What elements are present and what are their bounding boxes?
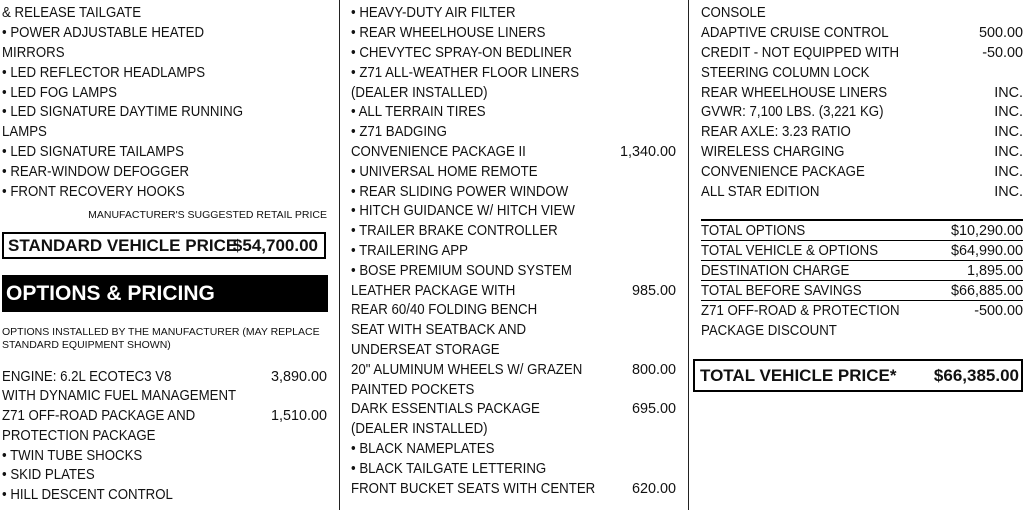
option-line: CONSOLE: [701, 5, 766, 21]
option-line: • UNIVERSAL HOME REMOTE: [351, 164, 538, 180]
option-price: INC.: [994, 164, 1023, 180]
option-line: SEAT WITH SEATBACK AND: [351, 322, 527, 338]
option-line: ALL STAR EDITION: [701, 184, 820, 200]
option-line: • Z71 ALL-WEATHER FLOOR LINERS: [351, 65, 580, 81]
option-line: • BOSE PREMIUM SOUND SYSTEM: [351, 263, 572, 279]
feature-line: • LED REFLECTOR HEADLAMPS: [2, 65, 206, 81]
option-line: • REAR SLIDING POWER WINDOW: [351, 184, 569, 200]
option-line: • Z71 BADGING: [351, 124, 447, 140]
option-price: 3,890.00: [270, 369, 327, 385]
option-line: (DEALER INSTALLED): [351, 421, 488, 437]
option-line: PAINTED POCKETS: [351, 382, 475, 398]
option-price: 1,510.00: [270, 408, 327, 424]
msrp-label: MANUFACTURER'S SUGGESTED RETAIL PRICE: [88, 209, 327, 221]
option-line: WIRELESS CHARGING: [701, 144, 845, 160]
column-options: [351, 0, 676, 510]
option-line: • ALL TERRAIN TIRES: [351, 104, 486, 120]
totals-line: TOTAL BEFORE SAVINGS: [701, 283, 862, 299]
feature-line: • LED FOG LAMPS: [2, 85, 117, 101]
option-line: REAR 60/40 FOLDING BENCH: [351, 302, 538, 318]
option-price: 800.00: [631, 362, 676, 378]
feature-line: LAMPS: [2, 124, 47, 140]
option-line: • TRAILERING APP: [351, 243, 468, 259]
total-vehicle-price-box: [693, 359, 1023, 392]
totals-line: DESTINATION CHARGE: [701, 263, 850, 279]
option-price: 1,340.00: [619, 144, 676, 160]
totals-price: -500.00: [974, 303, 1023, 319]
option-line: • TWIN TUBE SHOCKS: [2, 448, 143, 464]
standard-vehicle-price-box: [2, 232, 326, 259]
option-line: • TRAILER BRAKE CONTROLLER: [351, 223, 558, 239]
option-line: • CHEVYTEC SPRAY-ON BEDLINER: [351, 45, 572, 61]
totals-price: $66,885.00: [950, 283, 1023, 299]
option-line: REAR AXLE: 3.23 RATIO: [701, 124, 851, 140]
option-line: • SKID PLATES: [2, 467, 95, 483]
option-line: REAR WHEELHOUSE LINERS: [701, 85, 888, 101]
column-standard-equipment: [2, 0, 327, 510]
total-price-value: $66,385.00: [933, 366, 1019, 385]
option-line: • HILL DESCENT CONTROL: [2, 487, 173, 503]
totals-price: 1,895.00: [966, 263, 1023, 279]
option-line: LEATHER PACKAGE WITH: [351, 283, 516, 299]
option-line: GVWR: 7,100 LBS. (3,221 KG): [701, 104, 884, 120]
option-line: • BLACK TAILGATE LETTERING: [351, 461, 547, 477]
option-line: • REAR WHEELHOUSE LINERS: [351, 25, 546, 41]
column-divider: [339, 0, 340, 510]
option-line: CONVENIENCE PACKAGE: [701, 164, 865, 180]
option-line: ENGINE: 6.2L ECOTEC3 V8: [2, 369, 172, 385]
option-price: 985.00: [631, 283, 676, 299]
column-totals: [701, 0, 1023, 510]
feature-line: • LED SIGNATURE TAILAMPS: [2, 144, 184, 160]
column-divider: [688, 0, 689, 510]
option-line: Z71 OFF-ROAD PACKAGE AND: [2, 408, 196, 424]
feature-line: • LED SIGNATURE DAYTIME RUNNING: [2, 104, 244, 120]
option-price: INC.: [994, 85, 1023, 101]
standard-price-label: STANDARD VEHICLE PRICE: [8, 236, 238, 255]
option-line: 20" ALUMINUM WHEELS W/ GRAZEN: [351, 362, 583, 378]
feature-line: • REAR-WINDOW DEFOGGER: [2, 164, 190, 180]
totals-line: PACKAGE DISCOUNT: [701, 323, 837, 339]
option-price: INC.: [994, 184, 1023, 200]
option-price: INC.: [994, 124, 1023, 140]
option-line: • HITCH GUIDANCE W/ HITCH VIEW: [351, 203, 575, 219]
option-price: INC.: [994, 144, 1023, 160]
totals-price: $64,990.00: [950, 243, 1023, 259]
totals-price: $10,290.00: [950, 223, 1023, 239]
options-pricing-banner: OPTIONS & PRICING: [2, 275, 328, 312]
standard-price-value: $54,700.00: [232, 236, 318, 255]
option-line: CREDIT - NOT EQUIPPED WITH: [701, 45, 900, 61]
options-note: STANDARD EQUIPMENT SHOWN): [2, 339, 171, 351]
option-line: DARK ESSENTIALS PACKAGE: [351, 401, 540, 417]
option-line: FRONT BUCKET SEATS WITH CENTER: [351, 481, 596, 497]
option-line: WITH DYNAMIC FUEL MANAGEMENT: [2, 388, 237, 404]
option-line: • HEAVY-DUTY AIR FILTER: [351, 5, 516, 21]
feature-line: • POWER ADJUSTABLE HEATED: [2, 25, 205, 41]
option-price: INC.: [994, 104, 1023, 120]
option-line: (DEALER INSTALLED): [351, 85, 488, 101]
option-line: ADAPTIVE CRUISE CONTROL: [701, 25, 889, 41]
option-price: 620.00: [631, 481, 676, 497]
totals-line: TOTAL VEHICLE & OPTIONS: [701, 243, 879, 259]
feature-line: • FRONT RECOVERY HOOKS: [2, 184, 185, 200]
totals-line: TOTAL OPTIONS: [701, 223, 806, 239]
feature-line: MIRRORS: [2, 45, 65, 61]
option-line: STEERING COLUMN LOCK: [701, 65, 870, 81]
option-price: -50.00: [982, 45, 1023, 61]
option-price: 500.00: [978, 25, 1023, 41]
option-line: • BLACK NAMEPLATES: [351, 441, 495, 457]
options-note: OPTIONS INSTALLED BY THE MANUFACTURER (MAY REPLACE: [2, 326, 320, 338]
option-line: PROTECTION PACKAGE: [2, 428, 156, 444]
totals-line: Z71 OFF-ROAD & PROTECTION: [701, 303, 900, 319]
option-price: 695.00: [631, 401, 676, 417]
option-line: UNDERSEAT STORAGE: [351, 342, 500, 358]
feature-line: & RELEASE TAILGATE: [2, 5, 142, 21]
option-line: CONVENIENCE PACKAGE II: [351, 144, 526, 160]
total-price-label: TOTAL VEHICLE PRICE*: [700, 366, 897, 385]
